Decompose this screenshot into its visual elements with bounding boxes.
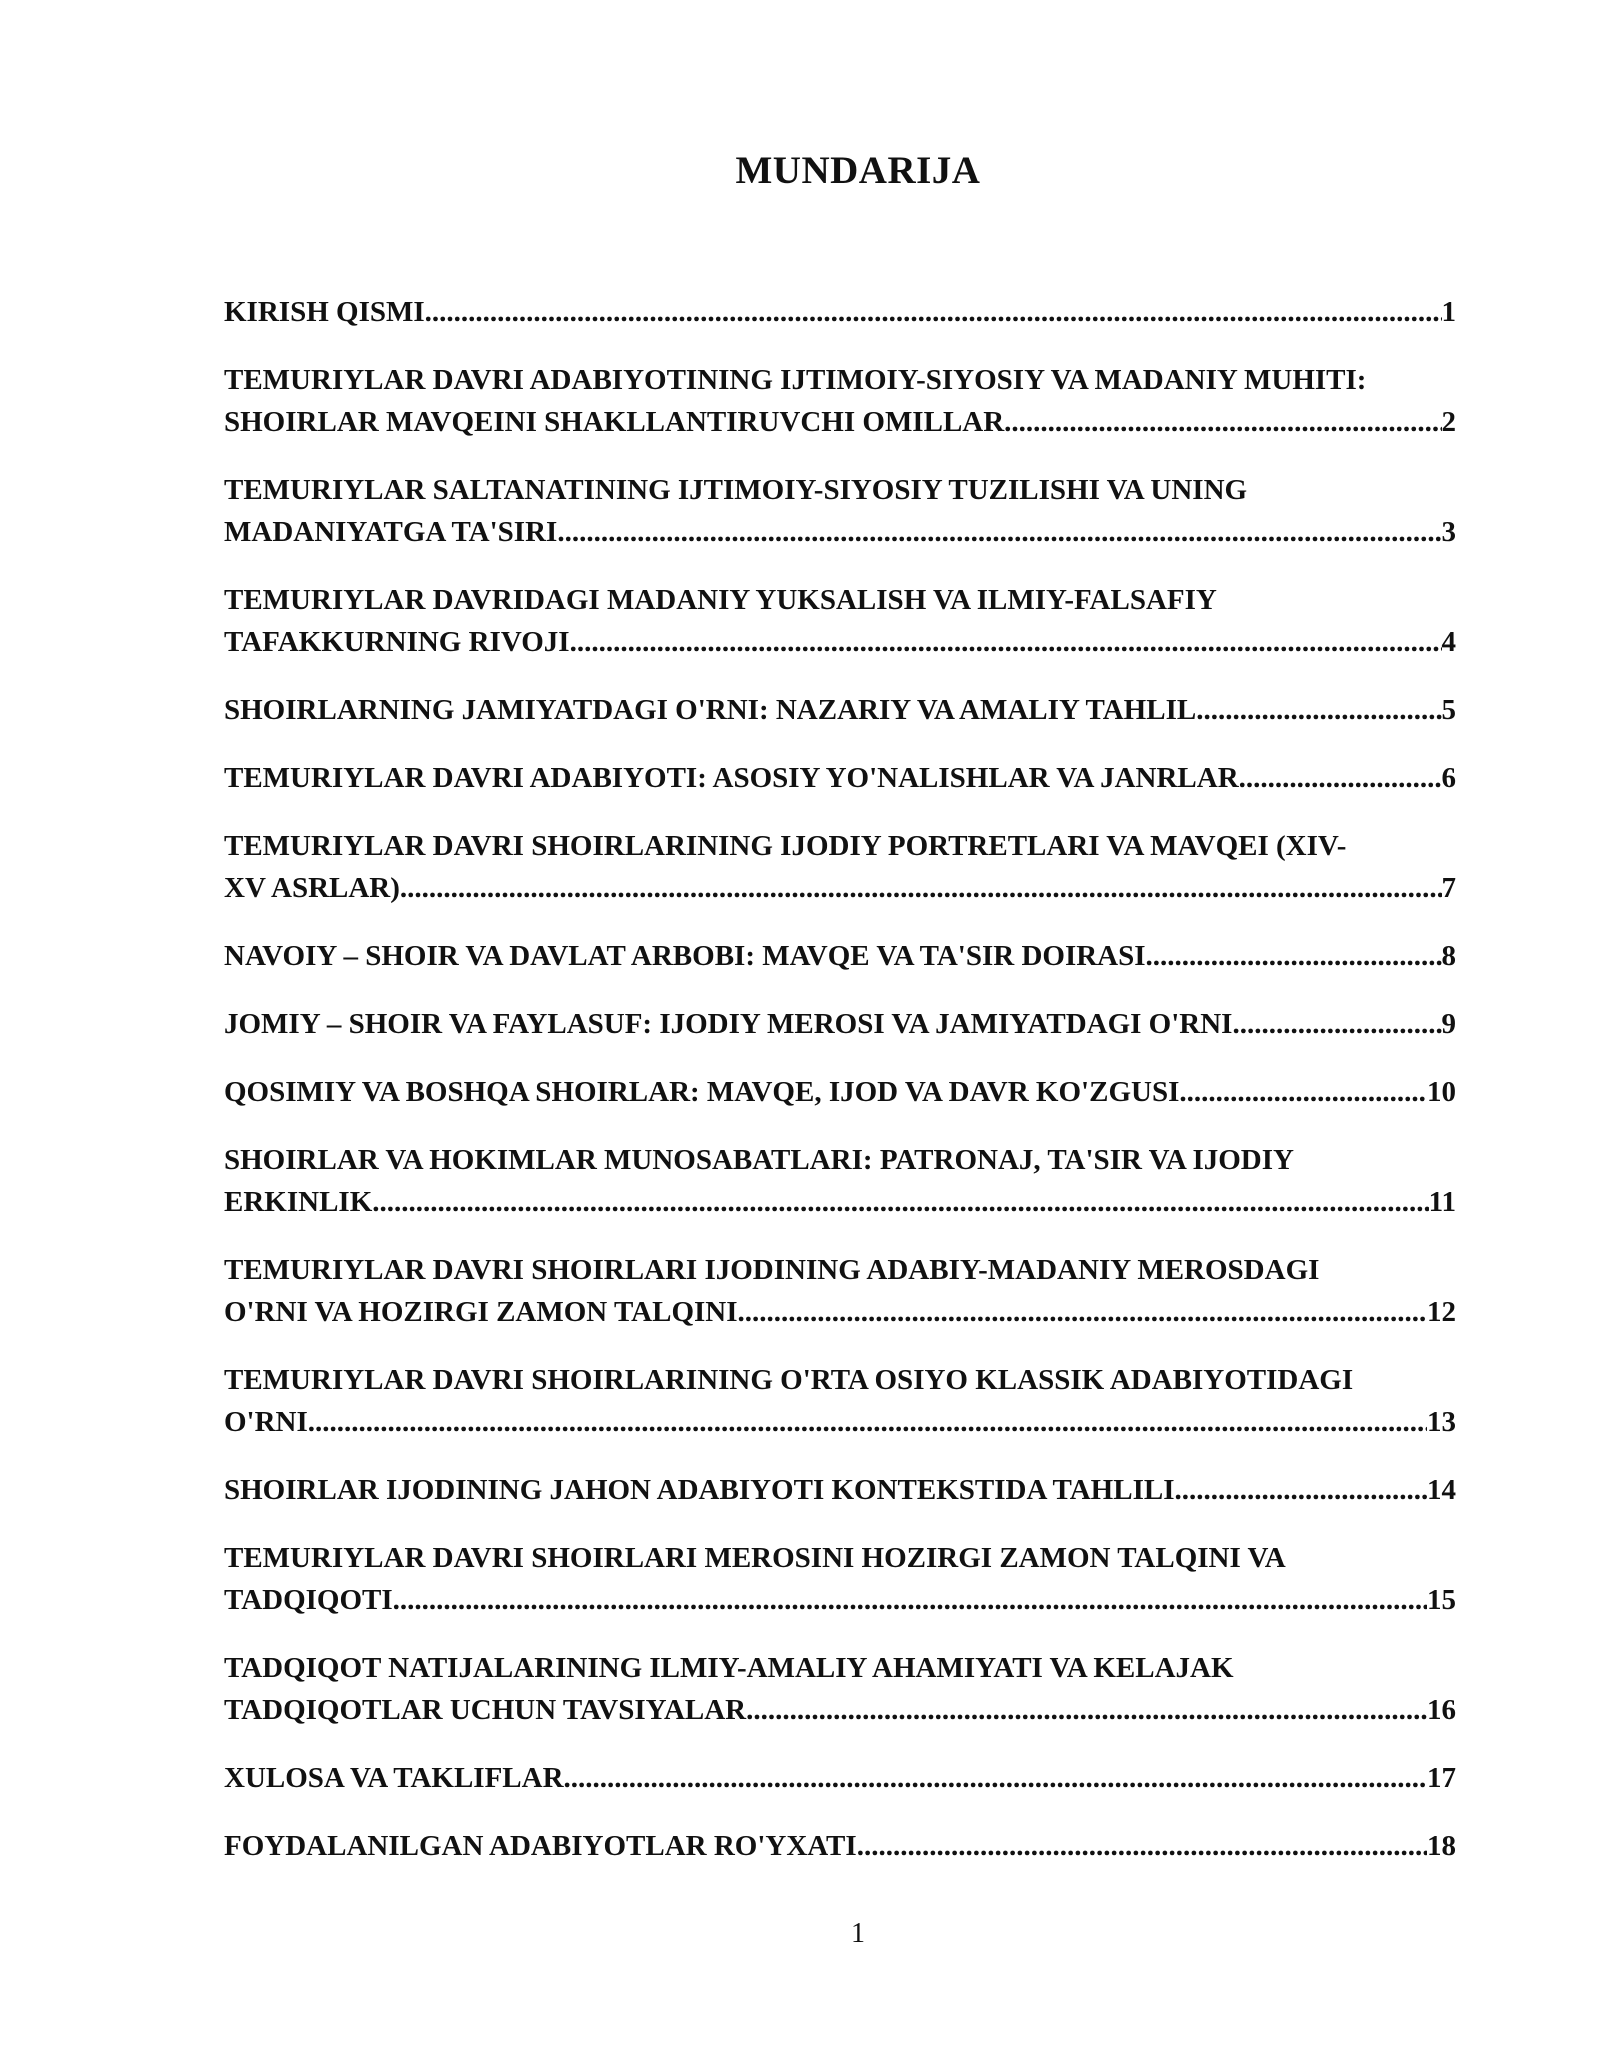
toc-entry-title: TADQIQOTLAR UCHUN TAVSIYALAR xyxy=(224,1694,747,1726)
toc-entry-title: XULOSA VA TAKLIFLAR xyxy=(224,1762,564,1794)
dot-leader xyxy=(1232,1003,1441,1045)
toc-entry-heading-line: TADQIQOT NATIJALARINING ILMIY-AMALIY AHAMIYATI VA KELAJAK xyxy=(224,1652,1234,1684)
toc-entry[interactable] xyxy=(224,1647,1456,1731)
toc-entry-title: SHOIRLAR MAVQEINI SHAKLLANTIRUVCHI OMILLAR xyxy=(224,406,1005,438)
toc-entry-title: ERKINLIK xyxy=(224,1186,373,1218)
toc-entry-line xyxy=(224,1689,1456,1731)
toc-entry-title: TADQIQOTI xyxy=(224,1584,393,1616)
dot-leader xyxy=(857,1825,1427,1867)
toc-entry-title: MADANIYATGA TA'SIRI xyxy=(224,516,558,548)
toc-entry-title: SHOIRLAR IJODINING JAHON ADABIYOTI KONTEKSTIDA TAHLILI xyxy=(224,1474,1175,1506)
toc-entry-heading-line: TEMURIYLAR DAVRI SHOIRLARI MEROSINI HOZIRGI ZAMON TALQINI VA xyxy=(224,1542,1286,1574)
toc-entry-page-number: 1 xyxy=(1441,296,1456,328)
toc-entry-line xyxy=(224,867,1456,909)
toc-entry-page-number: 3 xyxy=(1441,516,1456,548)
toc-entry-heading-line: TEMURIYLAR SALTANATINING IJTIMOIY-SIYOSIY TUZILISHI VA UNING xyxy=(224,474,1248,506)
dot-leader xyxy=(746,1689,1427,1731)
dot-leader xyxy=(1146,935,1442,977)
toc-entry-page-number: 18 xyxy=(1427,1830,1456,1862)
toc-entry[interactable] xyxy=(224,1359,1456,1443)
toc-entry[interactable] xyxy=(224,579,1456,663)
toc-entry-title: TAFAKKURNING RIVOJI xyxy=(224,626,570,658)
toc-entry-heading-line: TEMURIYLAR DAVRI SHOIRLARINING O'RTA OSIYO KLASSIK ADABIYOTIDAGI xyxy=(224,1364,1354,1396)
toc-entry-line xyxy=(224,935,1456,977)
toc-entry[interactable] xyxy=(224,1537,1456,1621)
toc-entry-line xyxy=(224,1757,1456,1799)
toc-entry[interactable] xyxy=(224,689,1456,731)
toc-entry-page-number: 13 xyxy=(1427,1406,1456,1438)
dot-leader xyxy=(570,621,1442,663)
toc-entry-page-number: 6 xyxy=(1441,762,1456,794)
dot-leader xyxy=(1196,689,1441,731)
toc-entry-title: JOMIY – SHOIR VA FAYLASUF: IJODIY MEROSI VA JAMIYATDAGI O'RNI xyxy=(224,1008,1233,1040)
toc-entry-line xyxy=(224,1401,1456,1443)
toc-entry-title: NAVOIY – SHOIR VA DAVLAT ARBOBI: MAVQE VA TA'SIR DOIRASI xyxy=(224,940,1146,972)
toc-entry-page-number: 17 xyxy=(1427,1762,1456,1794)
toc-entry-page-number: 9 xyxy=(1441,1008,1456,1040)
toc-entry-heading-line: SHOIRLAR VA HOKIMLAR MUNOSABATLARI: PATRONAJ, TA'SIR VA IJODIY xyxy=(224,1144,1294,1176)
toc-entry[interactable] xyxy=(224,1825,1456,1867)
toc-entry-title: O'RNI xyxy=(224,1406,308,1438)
toc-entry[interactable] xyxy=(224,825,1456,909)
dot-leader xyxy=(400,867,1442,909)
toc-entry-line xyxy=(224,689,1456,731)
toc-entry[interactable] xyxy=(224,1469,1456,1511)
toc-entry-page-number: 4 xyxy=(1441,626,1456,658)
toc-entry[interactable] xyxy=(224,935,1456,977)
toc-entry-page-number: 5 xyxy=(1441,694,1456,726)
dot-leader xyxy=(1175,1469,1427,1511)
toc-entry-heading-line: TEMURIYLAR DAVRI ADABIYOTINING IJTIMOIY-SIYOSIY VA MADANIY MUHITI: xyxy=(224,364,1367,396)
toc-entry-line xyxy=(224,1071,1456,1113)
toc-entry[interactable] xyxy=(224,1003,1456,1045)
dot-leader xyxy=(1179,1071,1427,1113)
dot-leader xyxy=(1239,757,1442,799)
dot-leader xyxy=(425,291,1442,333)
toc-entry-line xyxy=(224,401,1456,443)
toc-entry-title: O'RNI VA HOZIRGI ZAMON TALQINI xyxy=(224,1296,738,1328)
dot-leader xyxy=(308,1401,1427,1443)
toc-entry-line xyxy=(224,621,1456,663)
toc-entry-line xyxy=(224,1825,1456,1867)
toc-entry[interactable] xyxy=(224,1249,1456,1333)
toc-entry-title: FOYDALANILGAN ADABIYOTLAR RO'YXATI xyxy=(224,1830,857,1862)
toc-entry[interactable] xyxy=(224,757,1456,799)
toc-entry-line xyxy=(224,1469,1456,1511)
page-number: 1 xyxy=(851,1918,865,1949)
dot-leader xyxy=(393,1579,1427,1621)
toc-entry-heading-line: TEMURIYLAR DAVRI SHOIRLARI IJODINING ADABIY-MADANIY MEROSDAGI xyxy=(224,1254,1320,1286)
toc-entry-line xyxy=(224,1181,1456,1223)
toc-entry-page-number: 2 xyxy=(1441,406,1456,438)
toc-entry-title: QOSIMIY VA BOSHQA SHOIRLAR: MAVQE, IJOD VA DAVR KO'ZGUSI xyxy=(224,1076,1180,1108)
toc-entry-title: XV ASRLAR) xyxy=(224,872,400,904)
dot-leader xyxy=(738,1291,1427,1333)
toc-entry-page-number: 16 xyxy=(1427,1694,1456,1726)
toc-entry-title: TEMURIYLAR DAVRI ADABIYOTI: ASOSIY YO'NALISHLAR VA JANRLAR xyxy=(224,762,1239,794)
table-of-contents xyxy=(224,291,1456,1893)
toc-entry[interactable] xyxy=(224,469,1456,553)
toc-entry-line xyxy=(224,1291,1456,1333)
toc-entry[interactable] xyxy=(224,291,1456,333)
toc-entry-page-number: 10 xyxy=(1427,1076,1456,1108)
dot-leader xyxy=(372,1181,1428,1223)
toc-entry[interactable] xyxy=(224,1139,1456,1223)
page-title: MUNDARIJA xyxy=(735,149,981,192)
toc-entry-title: KIRISH QISMI xyxy=(224,296,425,328)
toc-entry-line xyxy=(224,1579,1456,1621)
toc-entry-page-number: 7 xyxy=(1441,872,1456,904)
toc-entry[interactable] xyxy=(224,1757,1456,1799)
toc-entry-page-number: 8 xyxy=(1441,940,1456,972)
toc-entry-line xyxy=(224,291,1456,333)
toc-entry-title: SHOIRLARNING JAMIYATDAGI O'RNI: NAZARIY VA AMALIY TAHLIL xyxy=(224,694,1197,726)
toc-entry-line xyxy=(224,757,1456,799)
toc-entry-page-number: 12 xyxy=(1427,1296,1456,1328)
toc-entry-page-number: 14 xyxy=(1427,1474,1456,1506)
toc-entry-heading-line: TEMURIYLAR DAVRI SHOIRLARINING IJODIY PORTRETLARI VA MAVQEI (XIV- xyxy=(224,830,1347,862)
dot-leader xyxy=(564,1757,1427,1799)
toc-entry[interactable] xyxy=(224,1071,1456,1113)
toc-entry[interactable] xyxy=(224,359,1456,443)
toc-entry-page-number: 15 xyxy=(1427,1584,1456,1616)
dot-leader xyxy=(557,511,1441,553)
toc-entry-heading-line: TEMURIYLAR DAVRIDAGI MADANIY YUKSALISH VA ILMIY-FALSAFIY xyxy=(224,584,1217,616)
toc-entry-line xyxy=(224,511,1456,553)
toc-entry-line xyxy=(224,1003,1456,1045)
toc-entry-page-number: 11 xyxy=(1428,1186,1456,1218)
dot-leader xyxy=(1004,401,1441,443)
